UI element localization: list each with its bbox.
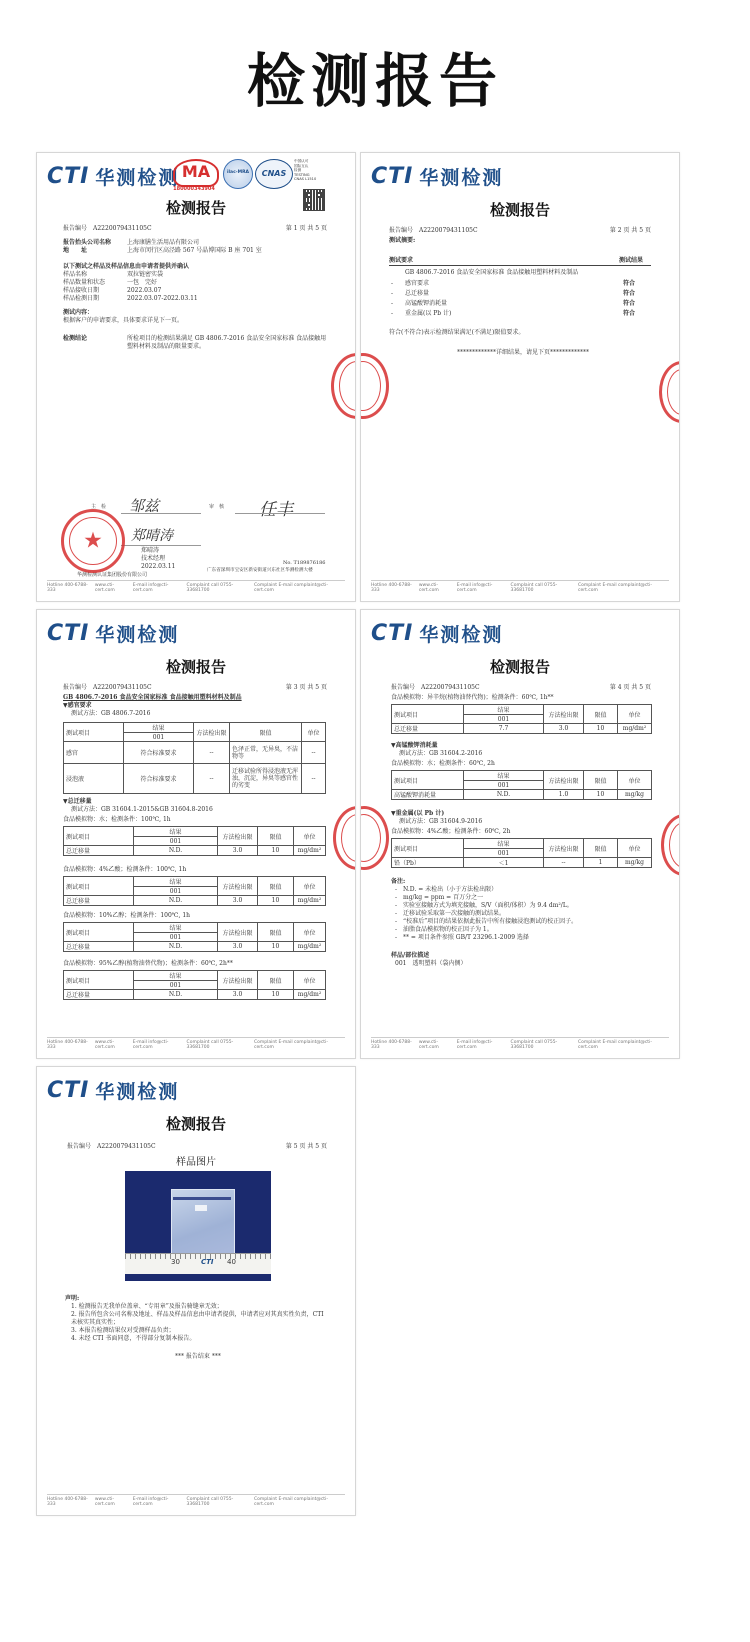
logo-cn-text: 华测检测 xyxy=(95,624,180,646)
table-head-limit: 限值 xyxy=(584,839,618,858)
table-cell: 3.0 xyxy=(218,896,258,906)
signature-line xyxy=(235,513,325,514)
table-head-sample: 001 xyxy=(464,715,544,724)
page-number: 第 2 页 共 5 页 xyxy=(609,227,651,234)
note-item: - 油脂食品模拟物的校正因子为 1。 xyxy=(395,926,493,933)
report-no-value: A2220079431105C xyxy=(419,227,478,234)
table-row xyxy=(64,990,326,1000)
summary-title: 测试摘要: xyxy=(389,237,416,244)
table-head-limit: 限值 xyxy=(584,771,618,790)
table-row xyxy=(392,839,652,849)
reviewer-label: 审 核 xyxy=(209,504,225,510)
table-cell: 感官 xyxy=(64,742,124,764)
table-cell: mg/dm² xyxy=(618,724,652,734)
table-head-item: 测试项目 xyxy=(392,771,464,790)
footer-email: E-mail info@cti-cert.com xyxy=(456,1040,493,1050)
table-row xyxy=(64,846,326,856)
table-head-unit: 单位 xyxy=(302,723,326,742)
summary-item-name: 总迁移量 xyxy=(405,290,430,297)
simulant-condition: 食品模拟物：95%乙醇(植物油替代物)；检测条件：60℃, 2h** xyxy=(63,960,233,967)
table-head-item: 测试项目 xyxy=(64,923,134,942)
table-cell: N.D. xyxy=(134,942,218,952)
table-cell: 总迁移量 xyxy=(64,990,134,1000)
simulant-condition: 食品模拟物：4%乙酸；检测条件：100℃, 1h xyxy=(63,866,187,873)
table-head-mdl: 方法检出限 xyxy=(218,877,258,896)
summary-item-name: 感官要求 xyxy=(405,280,430,287)
report-no-label: 报告编号 xyxy=(389,227,414,234)
table-cell: -- xyxy=(302,764,326,794)
report-title: 检测报告 xyxy=(165,1115,226,1133)
edge-seal-icon xyxy=(333,806,356,870)
summary-item-name: 高锰酸钾消耗量 xyxy=(405,300,448,307)
footer-complaint-call: Complaint call 0755-33681700 xyxy=(510,583,558,593)
table-head-unit: 单位 xyxy=(294,877,326,896)
footer-email: E-mail info@cti-cert.com xyxy=(132,1497,169,1507)
table-cell: 高锰酸钾消耗量 xyxy=(392,790,464,800)
logo-cti-text: CTI xyxy=(371,621,414,646)
photo-title: 样品图片 xyxy=(176,1157,216,1168)
main-title: 检测报告 xyxy=(246,47,503,115)
table-row xyxy=(392,858,652,868)
table-head-item: 测试项目 xyxy=(64,877,134,896)
footer-email: E-mail info@cti-cert.com xyxy=(132,583,169,593)
table-head-item: 测试项目 xyxy=(64,827,134,846)
table-row xyxy=(392,724,652,734)
client-value: 上海康膳生活用品有限公司 xyxy=(127,239,200,246)
table-cell: 总迁移量 xyxy=(64,896,134,906)
migration-table xyxy=(63,970,326,1000)
sample-photo xyxy=(125,1171,271,1281)
result-column-header: 测试结果 xyxy=(619,257,644,264)
table-head-limit: 限值 xyxy=(584,705,618,724)
footer-web: www.cti-cert.com xyxy=(94,1040,115,1050)
summary-end: *************详细结果，请见下页************* xyxy=(457,349,590,356)
report-no-value: A2220079431105C xyxy=(93,684,152,691)
summary-item-dash: - xyxy=(391,280,394,287)
migration-table xyxy=(63,826,326,856)
logo-cti-text: CTI xyxy=(47,621,90,646)
cti-logo xyxy=(47,163,179,190)
table-cell: mg/kg xyxy=(618,858,652,868)
ruler-mark-40: 40 xyxy=(227,1258,236,1266)
company-seal-icon: ★ xyxy=(61,509,125,573)
table-head-result: 结果 xyxy=(464,839,544,849)
simulant-condition: 食品模拟物：异辛烷(植物油替代物)；检测条件：60℃, 1h** xyxy=(391,694,554,701)
req-column-header: 测试要求 xyxy=(389,257,414,264)
report-page-2 xyxy=(360,152,680,602)
cnas-icon xyxy=(255,159,293,189)
sample-name-label: 样品名称 xyxy=(63,271,88,278)
note-item: - N.D. = 未检出（小于方法检出限） xyxy=(395,886,498,893)
test-date-label: 样品检测日期 xyxy=(63,295,100,302)
cma-number: 180000343904 xyxy=(173,186,215,192)
table-head-mdl: 方法检出限 xyxy=(218,827,258,846)
table-head-unit: 单位 xyxy=(618,839,652,858)
table-cell: 3.0 xyxy=(218,990,258,1000)
table-row xyxy=(392,771,652,781)
note-item: - “校准后”项目的结果依据此报告中所有接触浸泡测试的校正因子。 xyxy=(395,918,578,925)
cti-logo xyxy=(47,620,179,647)
notes-title: 备注: xyxy=(391,878,406,885)
report-page-1 xyxy=(36,152,356,602)
table-head-limit: 限值 xyxy=(230,723,302,742)
edge-seal-icon xyxy=(360,806,389,870)
footer-complaint-email: Complaint E-mail complaint@cti-cert.com xyxy=(254,1040,328,1050)
report-page-4 xyxy=(360,609,680,1059)
table-head-result: 结果 xyxy=(464,705,544,715)
edge-seal-icon xyxy=(661,814,680,876)
report-no xyxy=(67,1141,156,1150)
table-head-limit: 限值 xyxy=(258,877,294,896)
summary-divider xyxy=(389,265,651,266)
sample-qty-label: 样品数量和状态 xyxy=(63,279,106,286)
footer-complaint-call: Complaint call 0755-33681700 xyxy=(186,583,234,593)
simulant-condition: 食品模拟物：水；检测条件：100℃, 1h xyxy=(63,816,171,823)
table-head-item: 测试项目 xyxy=(392,705,464,724)
table-row xyxy=(64,971,326,981)
note-item: - 迁移试验采取第一次接触的测试结果。 xyxy=(395,910,506,917)
migration-method: 测试方法：GB 31604.1-2015&GB 31604.8-2016 xyxy=(71,806,213,813)
ruler-image xyxy=(125,1253,271,1274)
table-head-sample: 001 xyxy=(134,981,218,990)
signature-approver: 郑晴涛 xyxy=(131,528,173,544)
logo-cti-text: CTI xyxy=(371,164,414,189)
table-cell: N.D. xyxy=(134,990,218,1000)
cti-logo xyxy=(47,1077,179,1104)
ilac-label: ilac-MRA xyxy=(226,170,250,175)
footer-hotline: Hotline 400-6788-333 xyxy=(47,1497,88,1507)
statement-item: 2. 报告所包含公司名称及地址、样品及样品信息由申请者提供，申请者应对其真实性负责，CTI 未核实其真实性； xyxy=(71,1311,324,1326)
sample-bag-zipper xyxy=(173,1197,231,1200)
table-head-sample: 001 xyxy=(134,837,218,846)
table-head-limit: 限值 xyxy=(258,971,294,990)
sample-bag-label xyxy=(195,1205,207,1211)
table-cell: 3.0 xyxy=(544,724,584,734)
table-cell: mg/dm² xyxy=(294,990,326,1000)
table-head-sample: 001 xyxy=(464,781,544,790)
table-cell: mg/dm² xyxy=(294,942,326,952)
table-head-sample: 001 xyxy=(134,887,218,896)
summary-item-result: 符合 xyxy=(623,300,636,307)
report-no-label: 报告编号 xyxy=(63,225,88,232)
edge-seal-icon xyxy=(659,361,680,423)
table-cell: 总迁移量 xyxy=(64,846,134,856)
client-label: 报告抬头公司名称 xyxy=(63,239,112,246)
footer-complaint-call: Complaint call 0755-33681700 xyxy=(510,1040,558,1050)
simulant-condition: 食品模拟物：4%乙酸；检测条件：60℃, 2h xyxy=(391,828,511,835)
cti-logo xyxy=(371,163,503,190)
table-cell: mg/dm² xyxy=(294,846,326,856)
table-head-mdl: 方法检出限 xyxy=(194,723,230,742)
table-cell: -- xyxy=(302,742,326,764)
table-row xyxy=(392,705,652,715)
table-cell: 1.0 xyxy=(544,790,584,800)
summary-note: 符合(不符合)表示检测结果满足(不满足)限值要求。 xyxy=(389,329,525,336)
test-date-value: 2022.03.07-2022.03.11 xyxy=(127,295,198,302)
table-row xyxy=(64,723,326,733)
table-cell: ＜1 xyxy=(464,858,544,868)
footer-complaint-email: Complaint E-mail complaint@cti-cert.com xyxy=(254,1497,328,1507)
standard-line: GB 4806.7-2016 食品安全国家标准 食品接触用塑料材料及制品 xyxy=(63,694,242,701)
table-row xyxy=(392,790,652,800)
footer-web: www.cti-cert.com xyxy=(94,583,115,593)
cma-mark xyxy=(169,159,219,193)
main-inspector-label: 主 检 xyxy=(91,504,107,510)
company-name: 华测检测认证集团股份有限公司 xyxy=(77,572,148,578)
sensory-method: 测试方法：GB 4806.7-2016 xyxy=(71,710,151,717)
signature-review: 任丰 xyxy=(259,500,293,520)
statement-item: 3. 本报告检测结果仅对受测样品负责； xyxy=(71,1327,175,1334)
report-no-label: 报告编号 xyxy=(391,684,416,691)
table-row xyxy=(64,942,326,952)
ilac-icon xyxy=(223,159,253,189)
test-content-label: 测试内容： xyxy=(63,309,94,316)
table-head-unit: 单位 xyxy=(294,827,326,846)
table-cell: 1 xyxy=(584,858,618,868)
cti-logo xyxy=(371,620,503,647)
table-cell: 10 xyxy=(258,846,294,856)
summary-item-dash: - xyxy=(391,300,394,307)
table-cell: 3.0 xyxy=(218,846,258,856)
table-row xyxy=(64,742,326,764)
cma-icon: MA xyxy=(173,159,219,187)
page-number: 第 4 页 共 5 页 xyxy=(609,684,651,691)
address-footer: 广东省深圳市宝安区新安街道兴东社区华测检测大楼 xyxy=(207,568,313,573)
summary-item-dash: - xyxy=(391,290,394,297)
footer-email: E-mail info@cti-cert.com xyxy=(456,583,493,593)
cnas-side-text: 中国认可 国际互认 检测 TESTING CNAS L1510 xyxy=(294,159,317,182)
table-head-result: 结果 xyxy=(134,923,218,933)
cnas-label: CNAS xyxy=(261,169,287,178)
report-page-3 xyxy=(36,609,356,1059)
signature-main: 邹兹 xyxy=(129,497,160,515)
summary-item-dash: - xyxy=(391,310,394,317)
table-head-mdl: 方法检出限 xyxy=(544,705,584,724)
address-label: 地 址 xyxy=(63,247,88,254)
summary-standard: GB 4806.7-2016 食品安全国家标准 食品接触用塑料材料及制品 xyxy=(405,269,579,276)
table-row xyxy=(64,877,326,887)
sample-name-value: 双拉链密实袋 xyxy=(127,271,164,278)
table-cell: 10 xyxy=(584,724,618,734)
footer-complaint-email: Complaint E-mail complaint@cti-cert.com xyxy=(578,1040,652,1050)
report-end: *** 报告结束 *** xyxy=(175,1353,221,1360)
report-no xyxy=(63,223,152,232)
table-head-mdl: 方法检出限 xyxy=(544,771,584,790)
table-cell: 符合标准要求 xyxy=(124,742,194,764)
report-no-value: A2220079431105C xyxy=(97,1143,156,1150)
table-cell: 10 xyxy=(258,990,294,1000)
statement-title: 声明: xyxy=(65,1295,80,1302)
migration-table xyxy=(391,704,652,734)
note-item: - mg/kg = ppm = 百万分之一 xyxy=(395,894,484,901)
table-cell: 浸泡液 xyxy=(64,764,124,794)
sample-desc-title: 样品/部位描述 xyxy=(391,952,430,959)
footer-web: www.cti-cert.com xyxy=(94,1497,115,1507)
page-footer xyxy=(371,1037,669,1050)
table-cell: 10 xyxy=(258,896,294,906)
table-head-mdl: 方法检出限 xyxy=(218,923,258,942)
logo-cti-text: CTI xyxy=(47,1078,90,1103)
recv-date-label: 样品接收日期 xyxy=(63,287,100,294)
kmno4-method: 测试方法：GB 31604.2-2016 xyxy=(399,750,483,757)
logo-cn-text: 华测检测 xyxy=(95,167,180,189)
table-head-limit: 限值 xyxy=(258,923,294,942)
table-head-unit: 单位 xyxy=(294,971,326,990)
footer-complaint-email: Complaint E-mail complaint@cti-cert.com xyxy=(254,583,328,593)
footer-hotline: Hotline 400-6788-333 xyxy=(47,583,88,593)
statement-item: 4. 未经 CTI 书面同意，不得部分复制本报告。 xyxy=(71,1335,196,1342)
ruler-mark-30: 30 xyxy=(171,1258,180,1266)
table-cell: -- xyxy=(194,764,230,794)
table-cell: 色泽正常，无异臭，不洁物等 xyxy=(230,742,302,764)
table-cell: N.D. xyxy=(134,896,218,906)
summary-item-result: 符合 xyxy=(623,310,636,317)
table-cell: 符合标准要求 xyxy=(124,764,194,794)
report-title: 检测报告 xyxy=(165,199,226,217)
report-no xyxy=(391,682,480,691)
edge-seal-icon xyxy=(360,353,389,419)
footer-hotline: Hotline 400-6788-333 xyxy=(371,1040,412,1050)
confirm-title: 以下测试之样品及样品信息由申请者提供并确认 xyxy=(63,263,190,270)
table-cell: 7.7 xyxy=(464,724,544,734)
report-title: 检测报告 xyxy=(165,658,226,676)
table-head-unit: 单位 xyxy=(294,923,326,942)
signature-line xyxy=(121,513,201,514)
sample-qty-value: 一包 完好 xyxy=(127,279,158,286)
footer-complaint-call: Complaint call 0755-33681700 xyxy=(186,1040,234,1050)
approver-name: 郑晴涛 xyxy=(141,547,160,554)
table-cell: 10 xyxy=(258,942,294,952)
report-no-label: 报告编号 xyxy=(63,684,88,691)
table-head-sample: 001 xyxy=(124,733,194,742)
logo-cn-text: 华测检测 xyxy=(95,1081,180,1103)
kmno4-table xyxy=(391,770,652,800)
table-head-limit: 限值 xyxy=(258,827,294,846)
table-head-result: 结果 xyxy=(124,723,194,733)
test-content-value: 根据客户的申请要求，具体要求详见下一页。 xyxy=(63,317,184,324)
table-head-mdl: 方法检出限 xyxy=(218,971,258,990)
report-no xyxy=(63,682,152,691)
table-head-result: 结果 xyxy=(464,771,544,781)
table-head-result: 结果 xyxy=(134,827,218,837)
page-number: 第 5 页 共 5 页 xyxy=(285,1143,327,1150)
report-title: 检测报告 xyxy=(489,658,550,676)
note-item: - ** = 项目条件参照 GB/T 23296.1-2009 选择 xyxy=(395,934,529,941)
table-head-item: 测试项目 xyxy=(64,723,124,742)
table-cell: N.D. xyxy=(134,846,218,856)
logo-cn-text: 华测检测 xyxy=(419,624,504,646)
serial-number: No. T189876186 xyxy=(283,560,326,566)
migration-title: ▼总迁移量 xyxy=(63,798,92,805)
signature-line xyxy=(121,545,201,546)
table-cell: mg/kg xyxy=(618,790,652,800)
page-footer xyxy=(47,1037,345,1050)
sample-desc-value: 001 透明塑料（袋内侧） xyxy=(395,960,467,967)
logo-cti-text: CTI xyxy=(47,164,90,189)
footer-hotline: Hotline 400-6788-333 xyxy=(47,1040,88,1050)
table-head-item: 测试项目 xyxy=(392,839,464,858)
table-head-mdl: 方法检出限 xyxy=(544,839,584,858)
footer-complaint-email: Complaint E-mail complaint@cti-cert.com xyxy=(578,583,652,593)
report-title: 检测报告 xyxy=(489,201,550,219)
table-row xyxy=(64,896,326,906)
table-head-sample: 001 xyxy=(464,849,544,858)
sensory-title: ▼感官要求 xyxy=(63,702,92,709)
statement-item: 1. 检测报告无我单位盖章、“专用章”及报告骑缝章无效； xyxy=(71,1303,223,1310)
page-number: 第 1 页 共 5 页 xyxy=(285,225,327,232)
address-value: 上海市闵行区高泾路 567 号晶博国际 B 座 701 室 xyxy=(127,247,262,254)
table-cell: 3.0 xyxy=(218,942,258,952)
table-head-sample: 001 xyxy=(134,933,218,942)
table-cell: mg/dm² xyxy=(294,896,326,906)
table-cell: -- xyxy=(544,858,584,868)
summary-item-result: 符合 xyxy=(623,280,636,287)
table-cell: N.D. xyxy=(464,790,544,800)
table-head-result: 结果 xyxy=(134,971,218,981)
report-no xyxy=(389,225,478,234)
table-head-unit: 单位 xyxy=(618,771,652,790)
footer-email: E-mail info@cti-cert.com xyxy=(132,1040,169,1050)
table-cell: 总迁移量 xyxy=(64,942,134,952)
heavy-metal-table xyxy=(391,838,652,868)
table-cell: 总迁移量 xyxy=(392,724,464,734)
approver-title: 技术经理 xyxy=(141,555,166,562)
footer-web: www.cti-cert.com xyxy=(418,583,439,593)
conclusion-value: 所检项目的检测结果满足 GB 4806.7-2016 食品安全国家标准 食品接触用塑料材料及制品的限量要求。 xyxy=(127,335,327,350)
migration-table xyxy=(63,876,326,906)
summary-item-name: 重金属(以 Pb 计) xyxy=(405,310,452,317)
page-footer xyxy=(371,580,669,593)
report-no-label: 报告编号 xyxy=(67,1143,92,1150)
page-footer xyxy=(47,1494,345,1507)
simulant-condition: 食品模拟物：水；检测条件：60℃, 2h xyxy=(391,760,495,767)
note-item: - 实验室接触方式为填充接触，S/V（面积/体积）为 9.4 dm²/L。 xyxy=(395,902,573,909)
simulant-condition: 食品模拟物：10%乙醇；检测条件：100℃, 1h xyxy=(63,912,190,919)
sensory-table xyxy=(63,722,326,794)
summary-item-result: 符合 xyxy=(623,290,636,297)
heavy-metal-title: ▼重金属(以 Pb 计) xyxy=(391,810,445,817)
footer-web: www.cti-cert.com xyxy=(418,1040,439,1050)
table-cell: 迁移试验所得浸泡液无浑浊，沉淀，异臭等感官性的劣变 xyxy=(230,764,302,794)
table-row xyxy=(64,923,326,933)
report-no-value: A2220079431105C xyxy=(93,225,152,232)
table-head-unit: 单位 xyxy=(618,705,652,724)
table-row xyxy=(64,764,326,794)
logo-cn-text: 华测检测 xyxy=(419,167,504,189)
recv-date-value: 2022.03.07 xyxy=(127,287,162,294)
ruler-mark-cti: CTI xyxy=(201,1258,214,1266)
footer-complaint-call: Complaint call 0755-33681700 xyxy=(186,1497,234,1507)
table-cell: -- xyxy=(194,742,230,764)
page-footer xyxy=(47,580,345,593)
page-number: 第 3 页 共 5 页 xyxy=(285,684,327,691)
table-row xyxy=(64,827,326,837)
migration-table xyxy=(63,922,326,952)
table-head-item: 测试项目 xyxy=(64,971,134,990)
kmno4-title: ▼高锰酸钾消耗量 xyxy=(391,742,438,749)
conclusion-label: 检测结论 xyxy=(63,335,88,342)
heavy-metal-method: 测试方法：GB 31604.9-2016 xyxy=(399,818,483,825)
table-cell: 铅（Pb） xyxy=(392,858,464,868)
footer-hotline: Hotline 400-6788-333 xyxy=(371,583,412,593)
approve-date: 2022.03.11 xyxy=(141,563,176,570)
edge-seal-icon xyxy=(331,353,356,419)
report-page-5 xyxy=(36,1066,356,1516)
table-cell: 10 xyxy=(584,790,618,800)
report-no-value: A2220079431105C xyxy=(421,684,480,691)
table-head-result: 结果 xyxy=(134,877,218,887)
